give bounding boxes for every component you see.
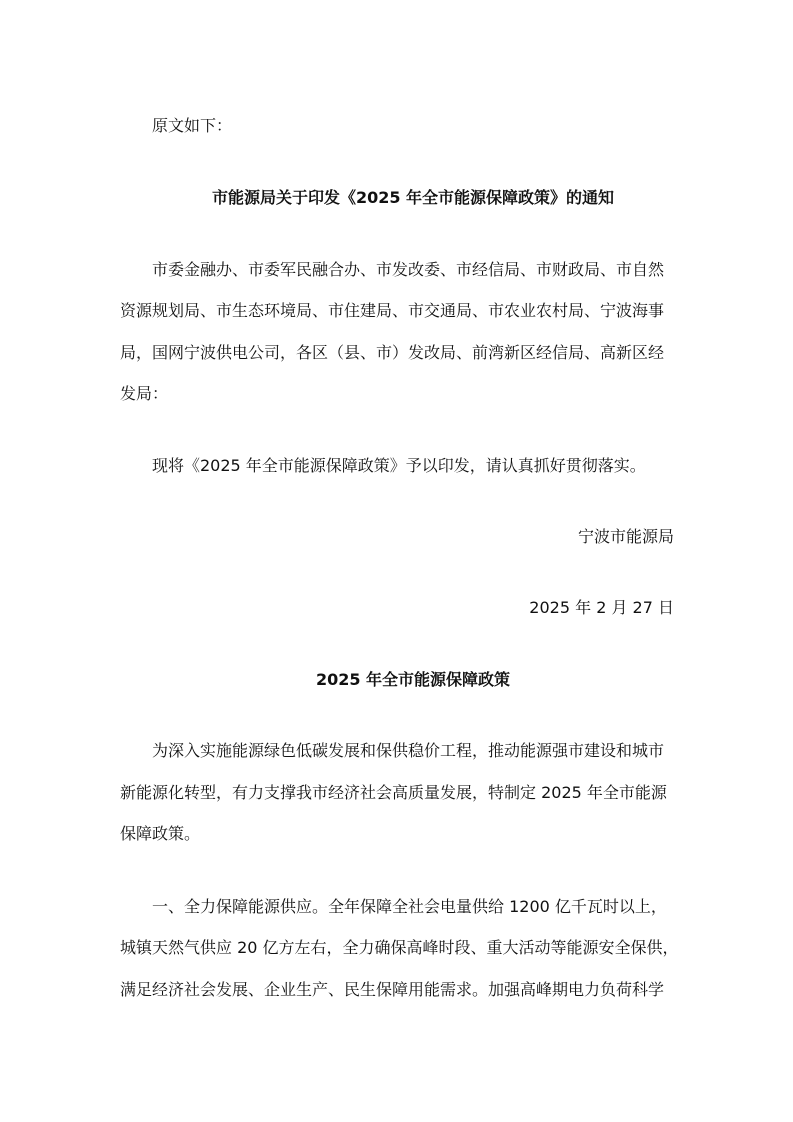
body-sentence: 现将《2025 年全市能源保障政策》予以印发，请认真抓好贯彻落实。 [152, 456, 646, 475]
policy-title: 2025 年全市能源保障政策 [315, 670, 511, 689]
recipients-line: 市委金融办、市委军民融合办、市发改委、市经信局、市财政局、市自然 [152, 260, 665, 279]
recipients-line: 局，国网宁波供电公司，各区（县、市）发改局、前湾新区经信局、高新区经 [120, 343, 665, 362]
intro-text: 原文如下： [152, 116, 233, 135]
issue-date: 2025 年 2 月 27 日 [529, 598, 674, 617]
issuer-signature: 宁波市能源局 [577, 527, 674, 546]
preamble-line: 为深入实施能源绿色低碳发展和保供稳价工程，推动能源强市建设和城市 [152, 741, 665, 760]
preamble-line: 保障政策。 [120, 824, 201, 843]
section-1-line: 一、全力保障能源供应。全年保障全社会电量供给 1200 亿千瓦时以上， [152, 897, 667, 916]
notice-title: 市能源局关于印发《2025 年全市能源保障政策》的通知 [211, 188, 615, 207]
section-1-line: 满足经济社会发展、企业生产、民生保障用能需求。加强高峰期电力负荷科学 [120, 980, 665, 999]
recipients-line: 发局： [120, 384, 169, 403]
preamble-line: 新能源化转型，有力支撑我市经济社会高质量发展，特制定 2025 年全市能源 [120, 783, 667, 802]
recipients-line: 资源规划局、市生态环境局、市住建局、市交通局、市农业农村局、宁波海事 [120, 301, 665, 320]
section-1-line: 城镇天然气供应 20 亿方左右，全力确保高峰时段、重大活动等能源安全保供， [120, 938, 679, 957]
